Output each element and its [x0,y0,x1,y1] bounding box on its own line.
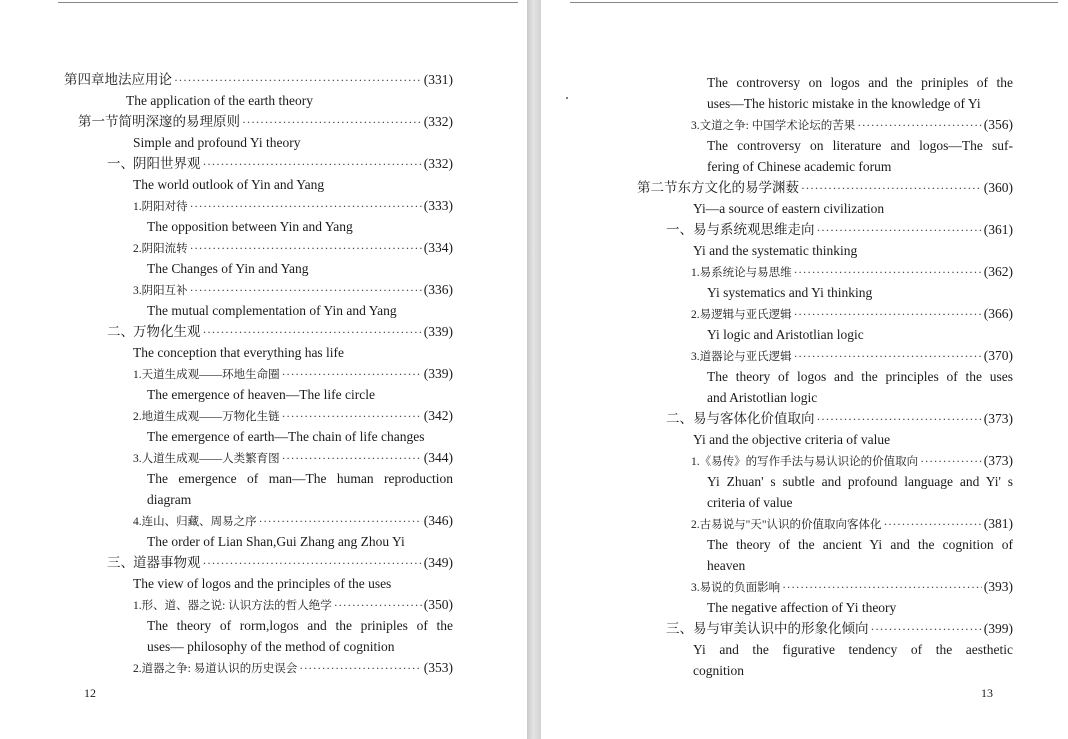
toc-entry [133,448,453,468]
toc-entry-number: 第一节 [78,114,119,129]
toc-entry-title-en: fering of Chinese academic forum [707,159,892,174]
toc-page-ref: (362) [983,264,1013,279]
toc-entry-number: 3. [691,351,700,363]
toc-entry [133,280,453,300]
toc-entry [691,514,1013,534]
toc-entry-title-en: Yi—a source of eastern civilization [693,201,885,216]
toc-page-ref: (399) [983,621,1013,636]
toc-entry-title-cn: 天道生成观——环地生命圈 [141,369,280,381]
toc-entry-title-en: The application of the earth theory [126,93,314,108]
toc-entry-number: 4. [133,516,142,528]
dot-leader [794,304,982,324]
toc-entry-title-en: Yi and the figurative tendency of the aesthetic [693,642,1013,657]
toc-entry-title-en: The conception that everything has life [133,345,345,360]
toc-page-ref: (331) [423,72,453,87]
dot-leader [794,262,982,282]
dot-leader [203,322,422,342]
toc-entry-title-en: heaven [707,558,746,573]
toc-entry [666,619,1013,639]
toc-entry-title-en: The emergence of man—The human reproduction [147,471,453,486]
toc-entry [133,511,453,531]
toc-entry-number: 3. [691,582,700,594]
toc-entry-number: 三、 [666,621,693,636]
toc-page-ref: (332) [423,114,453,129]
toc-entry-title-en: The controversy on literature and logos—The suf- [707,138,1013,153]
toc-entry-title-cn: 地道生成观——万物化生链 [141,411,280,423]
toc-entry [691,346,1013,366]
page-number: 12 [84,686,96,700]
toc-entry-title-en: The view of logos and the principles of the uses [133,576,392,591]
dot-leader [282,406,422,426]
toc-entry-number: 2. [691,309,700,321]
toc-entry-title-en: The opposition between Yin and Yang [147,219,353,234]
toc-entry [107,322,453,342]
toc-entry [107,553,453,573]
dot-leader [242,112,422,132]
toc-entry-title-cn: 人道生成观——人类繁育图 [141,453,280,465]
toc-entry [691,304,1013,324]
toc-entry-title-en: The Changes of Yin and Yang [147,261,309,276]
toc-entry-title-en: The theory of the ancient Yi and the cognition of [707,537,1013,552]
dot-leader [190,238,422,258]
toc-entry-title-en: Yi and the systematic thinking [693,243,858,258]
toc-entry-number: 一、 [107,156,134,171]
toc-entry [133,238,453,258]
toc-page-ref: (353) [423,660,453,675]
toc-entry [691,451,1013,471]
toc-entry-number: 1. [691,456,700,468]
dot-leader [782,577,982,597]
toc-page-ref: (373) [983,453,1013,468]
toc-entry [691,262,1013,282]
toc-page-ref: (334) [423,240,453,255]
page-gutter [527,0,541,739]
toc-entry-title-cn: 形、道、器之说: 认识方法的哲人绝学 [141,600,332,612]
toc-entry-title-cn: 易与客体化价值取向 [693,411,815,426]
toc-entry-title-cn: 阴阳对待 [141,201,188,213]
dot-leader [334,595,422,615]
toc-page-ref: (344) [423,450,453,465]
page-number: 13 [981,686,993,700]
toc-entry-number: 1. [133,201,142,213]
dot-leader [190,280,422,300]
toc-entry-title-en: Simple and profound Yi theory [133,135,301,150]
toc-entry-title-cn: 文道之争: 中国学术论坛的苦果 [699,120,856,132]
toc-page-ref: (349) [423,555,453,570]
toc-entry-title-en: The order of Lian Shan,Gui Zhang ang Zhou Yi [147,534,405,549]
toc-entry-title-cn: 《易传》的写作手法与易认识论的价值取向 [699,456,919,468]
toc-page-ref: (373) [983,411,1013,426]
dot-leader [282,448,422,468]
toc-page-ref: (360) [983,180,1013,195]
toc-entry-number: 1. [133,600,142,612]
toc-entry [666,220,1013,240]
toc-entry [691,577,1013,597]
toc-entry-title-cn: 阴阳世界观 [133,156,201,171]
toc-entry-title-en: uses—The historic mistake in the knowledge of Yi [707,96,981,111]
toc-entry-title-en: Yi Zhuan' s subtle and profound language and Yi' s [707,474,1013,489]
toc-entry-number: 二、 [107,324,134,339]
dot-leader [884,514,982,534]
dot-leader [920,451,982,471]
toc-entry-number: 第四章 [64,72,105,87]
toc-entry [133,364,453,384]
toc-entry-title-en: The mutual complementation of Yin and Yang [147,303,397,318]
toc-entry-number: 二、 [666,411,693,426]
toc-entry [133,595,453,615]
toc-entry-number: 1. [133,369,142,381]
toc-entry-title-en: criteria of value [707,495,793,510]
toc-entry-title-en: Yi and the objective criteria of value [693,432,891,447]
toc-entry-title-cn: 简明深邃的易理原则 [118,114,240,129]
toc-entry-number: 三、 [107,555,134,570]
toc-entry-number: 2. [691,519,700,531]
toc-entry-title-cn: 易与系统观思维走向 [693,222,815,237]
dot-leader [299,658,422,678]
toc-entry-title-en: The theory of logos and the principles of the uses [707,369,1013,384]
dot-leader [801,178,982,198]
stray-mark [566,97,568,99]
dot-leader [259,511,422,531]
toc-page-ref: (356) [983,117,1013,132]
dot-leader [817,220,982,240]
toc-entry-number: 3. [133,453,142,465]
toc-entry-title-en: and Aristotlian logic [707,390,818,405]
toc-entry-number: 一、 [666,222,693,237]
toc-entry-number: 3. [133,285,142,297]
toc-entry-title-en: The world outlook of Yin and Yang [133,177,325,192]
toc-page-ref: (370) [983,348,1013,363]
toc-entry-title-en: The controversy on logos and the priniples of the [707,75,1013,90]
toc-entry [666,409,1013,429]
toc-page-ref: (342) [423,408,453,423]
dot-leader [203,553,422,573]
toc-entry-title-en: diagram [147,492,192,507]
toc-page-ref: (361) [983,222,1013,237]
dot-leader [857,115,982,135]
toc-entry [133,196,453,216]
dot-leader [203,154,422,174]
dot-leader [174,70,422,90]
toc-entry [637,178,1013,198]
toc-entry [691,115,1013,135]
toc-entry-title-en: The negative affection of Yi theory [707,600,897,615]
toc-entry-number: 2. [133,243,142,255]
dot-leader [817,409,982,429]
toc-entry [133,406,453,426]
toc-entry [107,154,453,174]
toc-entry-title-en: The emergence of heaven—The life circle [147,387,375,402]
toc-entry-title-cn: 易与审美认识中的形象化倾向 [693,621,869,636]
right-page [541,0,1068,739]
top-rule [58,2,518,3]
toc-entry-title-en: Yi logic and Aristotlian logic [707,327,864,342]
toc-entry-title-cn: 万物化生观 [133,324,201,339]
toc-entry-title-en: cognition [693,663,744,678]
dot-leader [794,346,982,366]
toc-entry-title-en: The emergence of earth—The chain of life changes [147,429,425,444]
toc-entry-number: 2. [133,663,142,675]
toc-page-ref: (366) [983,306,1013,321]
toc-page-ref: (350) [423,597,453,612]
toc-entry-title-cn: 道器论与亚氏逻辑 [699,351,792,363]
toc-page-ref: (339) [423,366,453,381]
toc-entry [64,70,453,90]
toc-page-ref: (333) [423,198,453,213]
toc-entry-title-en: Yi systematics and Yi thinking [707,285,873,300]
toc-entry-number: 3. [691,120,700,132]
toc-entry-title-cn: 易系统论与易思维 [699,267,792,279]
toc-page-ref: (336) [423,282,453,297]
toc-entry-title-cn: 连山、归藏、周易之序 [141,516,257,528]
toc-entry-title-cn: 东方文化的易学渊薮 [677,180,799,195]
toc-entry-title-en: The theory of rorm,logos and the priniples of the [147,618,453,633]
toc-entry-title-cn: 道器之争: 易道认识的历史误会 [141,663,298,675]
dot-leader [282,364,422,384]
top-rule [570,2,1058,3]
dot-leader [190,196,422,216]
toc-page-ref: (332) [423,156,453,171]
toc-entry-title-cn: 易说的负面影响 [699,582,781,594]
dot-leader [871,619,982,639]
toc-entry-title-cn: 道器事物观 [133,555,201,570]
toc-entry-title-cn: 阴阳互补 [141,285,188,297]
left-page [0,0,527,739]
toc-entry-title-cn: 地法应用论 [104,72,172,87]
toc-entry-number: 第二节 [637,180,678,195]
toc-page-ref: (346) [423,513,453,528]
toc-entry-number: 1. [691,267,700,279]
toc-entry-number: 2. [133,411,142,423]
toc-entry-title-cn: 古易说与"天"认识的价值取向客体化 [699,519,882,531]
toc-page-ref: (339) [423,324,453,339]
toc-entry-title-cn: 阴阳流转 [141,243,188,255]
toc-page-ref: (393) [983,579,1013,594]
toc-page-ref: (381) [983,516,1013,531]
toc-entry [78,112,453,132]
toc-entry [133,658,453,678]
toc-entry-title-cn: 易逻辑与亚氏逻辑 [699,309,792,321]
toc-entry-title-en: uses— philosophy of the method of cognition [147,639,395,654]
